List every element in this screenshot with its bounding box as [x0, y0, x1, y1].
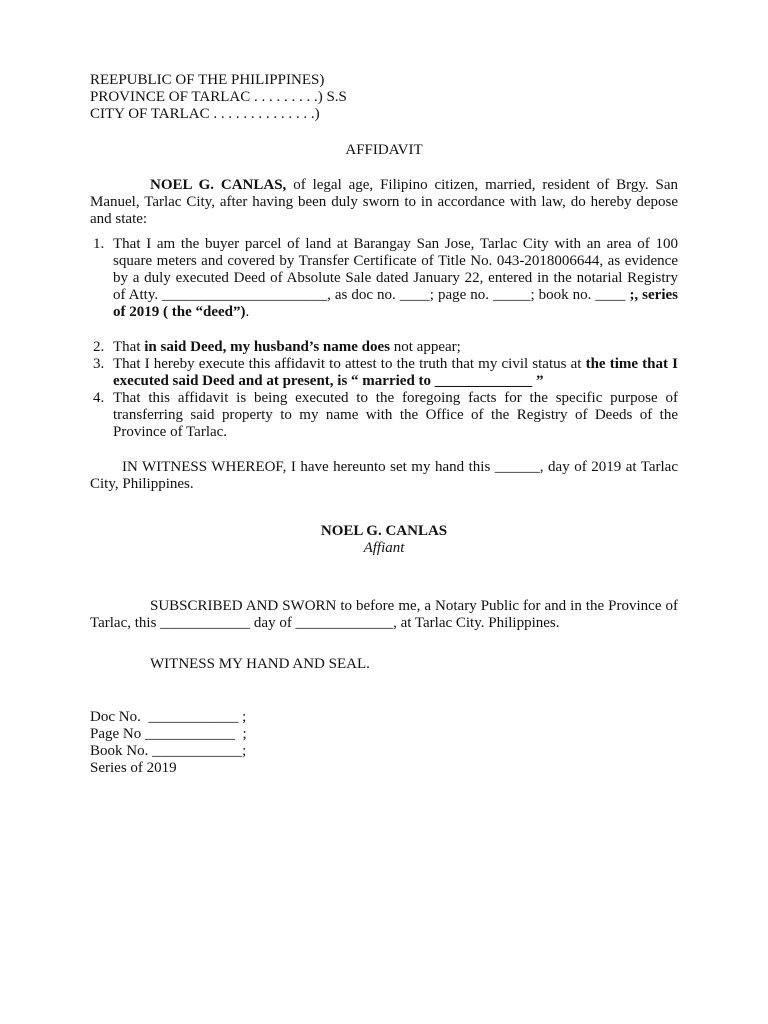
registry-doc-no: Doc No. ____________ ; — [90, 709, 247, 725]
intro-text: of legal age, Filipino citizen, married, resident of Brgy. San Manuel, Tarlac City, after having been duly sworn to in accordance with law, do hereby depose and state: — [90, 177, 679, 227]
registry-page-no: Page No ____________ ; — [90, 726, 247, 742]
statement-bold-text: the time that I executed said Deed and at present, is “ married to _____________ ” — [113, 356, 678, 389]
statement-item-2 — [93, 339, 678, 356]
statement-text-end: not appear; — [390, 339, 461, 355]
document-title: AFFIDAVIT — [345, 142, 423, 158]
statement-item-4 — [93, 390, 678, 441]
statement-end: . — [245, 304, 250, 320]
witness-whereof-paragraph: IN WITNESS WHEREOF, I have hereunto set my hand this ______, day of 2019 at Tarlac City, Philippines. — [90, 459, 678, 492]
statement-number: 3. — [93, 356, 105, 372]
statement-number: 4. — [93, 390, 105, 406]
witness-seal-line: WITNESS MY HAND AND SEAL. — [150, 656, 370, 672]
venue-block — [90, 72, 678, 123]
venue-province: PROVINCE OF TARLAC . . . . . . . . .) S.S — [90, 89, 347, 105]
signature-block — [90, 523, 678, 557]
statement-text: That this affidavit is being executed to the foregoing facts for the specific purpose of transferring said property to my name with the Office of the Registry of Deeds of the Province of Tarlac. — [113, 390, 678, 440]
affidavit-document — [90, 72, 678, 777]
statement-item-3 — [93, 356, 678, 390]
affiant-name-intro: NOEL G. CANLAS, — [150, 177, 287, 193]
statement-bold-text: ;, series of 2019 ( the “deed”) — [113, 287, 678, 320]
statement-text: That I hereby execute this affidavit to attest to the truth that my civil status at — [113, 356, 586, 372]
statements-list — [90, 236, 678, 441]
venue-republic: REEPUBLIC OF THE PHILIPPINES) — [90, 72, 325, 88]
intro-paragraph — [90, 177, 678, 228]
venue-city: CITY OF TARLAC . . . . . . . . . . . . . .) — [90, 106, 320, 122]
statement-bold-text: in said Deed, my husband’s name does — [144, 339, 390, 355]
statement-number: 2. — [93, 339, 105, 355]
affiant-role: Affiant — [363, 540, 405, 556]
statement-text: That — [113, 339, 145, 355]
statement-number: 1. — [93, 236, 105, 252]
statement-text: That I am the buyer parcel of land at Barangay San Jose, Tarlac City with an area of 100 square meters and covered by Transfer Certificate of Title No. 043-2018006644, as evidence by a duly executed Deed of Absolute Sale dated January 22, entered in the notarial Registry of Atty. ______________________, as doc no. ____; page no. _____; book no. ____ — [113, 236, 678, 303]
notarial-registry-block — [90, 709, 678, 777]
statement-item-1 — [93, 236, 678, 321]
affiant-name: NOEL G. CANLAS — [320, 523, 448, 539]
registry-series: Series of 2019 — [90, 760, 177, 776]
jurat-paragraph: SUBSCRIBED AND SWORN to before me, a Notary Public for and in the Province of Tarlac, this ____________ day of _____________, at Tarlac City. Philippines. — [90, 598, 678, 631]
registry-book-no: Book No. ____________; — [90, 743, 247, 759]
